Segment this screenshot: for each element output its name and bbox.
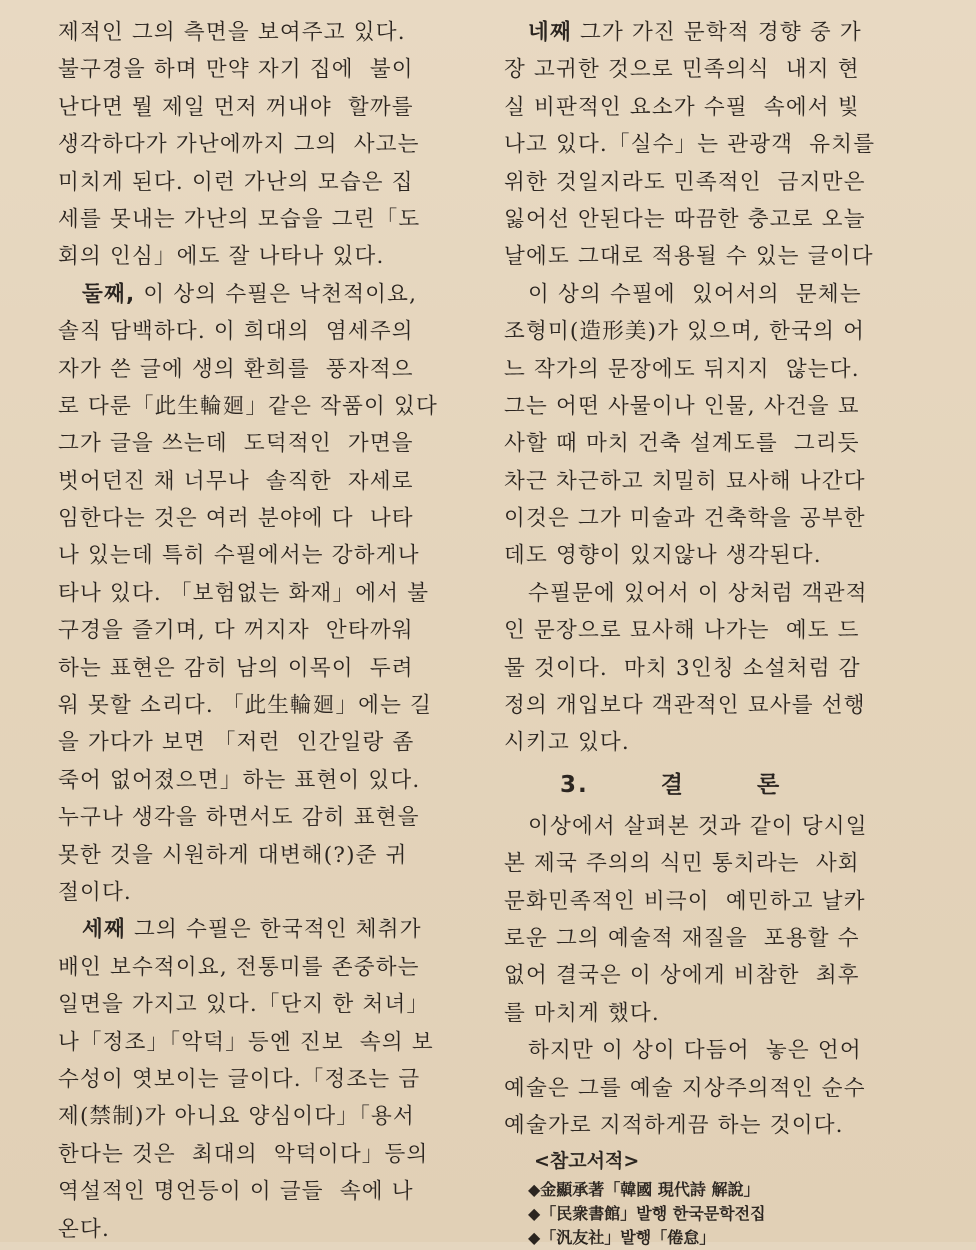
line-text: 사할 때 마치 건축 설계도를 그리듯 (504, 431, 860, 457)
line-text: 로 다룬「此生輪廻」같은 작품이 있다 (58, 393, 438, 419)
line-text: 일면을 가지고 있다.「단지 한 처녀」 (58, 992, 430, 1018)
text-line (504, 126, 912, 163)
text-line (58, 1098, 466, 1135)
text-line (58, 986, 466, 1023)
text-line (504, 463, 912, 500)
line-text: 그의 수필은 한국적인 체취가 (125, 917, 422, 943)
text-line (58, 351, 466, 388)
line-text: 날에도 그대로 적용될 수 있는 글이다 (504, 244, 874, 270)
line-text: 물 것이다. 마치 3인칭 소설처럼 감 (504, 655, 861, 681)
text-line (58, 1061, 466, 1098)
line-text: 하지만 이 상이 다듬어 놓은 언어 (528, 1038, 862, 1064)
line-text: 시키고 있다. (504, 730, 630, 756)
text-line (504, 351, 912, 388)
line-text: 그는 어떤 사물이나 인물, 사건을 묘 (504, 393, 860, 419)
paragraph-lead: 세째 (82, 917, 126, 943)
line-text: 그가 가진 문학적 경향 중 가 (571, 20, 862, 45)
line-text: 못한 것을 시원하게 대변해(?)준 귀 (58, 842, 408, 868)
text-line (504, 313, 912, 350)
conclusion-title-b: 론 (757, 771, 782, 798)
text-line (58, 463, 466, 500)
line-text: 조형미(造形美)가 있으며, 한국의 어 (504, 319, 866, 345)
line-text: 차근 차근하고 치밀히 묘사해 나간다 (504, 468, 866, 494)
line-text: 솔직 담백하다. 이 희대의 염세주의 (58, 319, 414, 345)
references (504, 1144, 912, 1250)
line-text: 제적인 그의 측면을 보여주고 있다. (58, 20, 406, 45)
text-line (504, 51, 912, 88)
conclusion-heading (504, 762, 912, 808)
line-text: 없어 결국은 이 상에게 비참한 최후 (504, 963, 860, 989)
text-line (58, 911, 466, 948)
text-line (504, 920, 912, 957)
text-line (58, 500, 466, 537)
line-text: 배인 보수적이요, 전통미를 존중하는 (58, 954, 420, 980)
text-line (58, 14, 466, 51)
text-line (58, 762, 466, 799)
text-line (504, 164, 912, 201)
line-text: 로운 그의 예술적 재질을 포용할 수 (504, 925, 860, 951)
left-column (58, 14, 466, 1248)
line-text: 미치게 된다. 이런 가난의 모습은 집 (58, 169, 414, 195)
line-text: 나고 있다.「실수」는 관광객 유치를 (504, 132, 876, 158)
line-text: 잃어선 안된다는 따끔한 충고로 오늘 (504, 206, 866, 232)
text-line (504, 537, 912, 574)
text-line (504, 388, 912, 425)
text-line (58, 650, 466, 687)
text-line (58, 126, 466, 163)
right-column (504, 14, 912, 1250)
text-line (58, 425, 466, 462)
text-line (504, 687, 912, 724)
line-text: 이 상의 수필은 낙천적이요, (135, 281, 418, 307)
text-line (504, 724, 912, 761)
line-text: 이상에서 살펴본 것과 같이 당시일 (528, 813, 868, 839)
text-line (504, 500, 912, 537)
text-line (58, 724, 466, 761)
text-line (58, 1024, 466, 1061)
line-text: 나「정조」「악덕」등엔 진보 속의 보 (58, 1029, 434, 1055)
line-text: 예술가로 지적하게끔 하는 것이다. (504, 1112, 844, 1138)
text-line (58, 1211, 466, 1248)
line-text: 자가 쓴 글에 생의 환희를 풍자적으 (58, 356, 414, 382)
text-line (504, 612, 912, 649)
text-line (504, 957, 912, 994)
text-line (504, 808, 912, 845)
text-line (504, 1032, 912, 1069)
line-text: 절이다. (58, 879, 132, 905)
text-line (504, 1070, 912, 1107)
text-line (58, 276, 466, 313)
references-title: <참고서적> (534, 1150, 640, 1173)
line-text: 벗어던진 채 너무나 솔직한 자세로 (58, 468, 414, 494)
line-text: 하는 표현은 감히 남의 이목이 두려 (58, 655, 414, 681)
text-line (58, 687, 466, 724)
text-line (504, 650, 912, 687)
text-line (58, 874, 466, 911)
line-text: 워 못할 소리다. 「此生輪廻」에는 길 (58, 693, 433, 719)
reference-item: ◆金顯承著「韓國 現代詩 解說」 (528, 1180, 760, 1200)
line-text: 제(禁制)가 아니요 양심이다」「용서 (58, 1104, 415, 1130)
line-text: 문화민족적인 비극이 예민하고 날카 (504, 888, 866, 914)
line-text: 온다. (58, 1216, 110, 1242)
line-text: 이것은 그가 미술과 건축학을 공부한 (504, 506, 866, 532)
text-line (58, 575, 466, 612)
line-text: 예술은 그를 예술 지상주의적인 순수 (504, 1075, 866, 1101)
text-line (504, 238, 912, 275)
line-text: 를 마치게 했다. (504, 1000, 660, 1026)
line-text: 역설적인 명언등이 이 글들 속에 나 (58, 1179, 414, 1205)
text-line (58, 201, 466, 238)
line-text: 난다면 뭘 제일 먼저 꺼내야 할까를 (58, 94, 414, 120)
line-text: 나 있는데 특히 수필에서는 강하게나 (58, 543, 420, 569)
line-text: 실 비판적인 요소가 수필 속에서 빛 (504, 94, 860, 120)
line-text: 인 문장으로 묘사해 나가는 예도 드 (504, 618, 860, 644)
reference-item: ◆「民衆書館」발행 한국문학전집 (528, 1204, 766, 1224)
text-line (58, 949, 466, 986)
conclusion-number: 3. (560, 771, 589, 798)
text-line (504, 14, 912, 51)
line-text: 임한다는 것은 여러 분야에 다 나타 (58, 506, 414, 532)
text-line (504, 201, 912, 238)
line-text: 느 작가의 문장에도 뒤지지 않는다. (504, 356, 860, 382)
line-text: 정의 개입보다 객관적인 묘사를 선행 (504, 693, 866, 719)
text-line (58, 537, 466, 574)
text-line (504, 1107, 912, 1144)
right-body-text (504, 14, 912, 762)
paragraph-lead: 둘째, (82, 281, 136, 307)
line-text: 수성이 엿보이는 글이다.「정조는 금 (58, 1066, 421, 1092)
text-line (504, 995, 912, 1032)
text-line (58, 238, 466, 275)
line-text: 타나 있다. 「보험없는 화재」에서 불 (58, 580, 430, 606)
text-line (58, 837, 466, 874)
text-line (504, 276, 912, 313)
line-text: 을 가다가 보면 「저런 인간일랑 좀 (58, 730, 415, 756)
line-text: 그가 글을 쓰는데 도덕적인 가면을 (58, 431, 414, 457)
text-line (504, 845, 912, 882)
conclusion-body-text (504, 808, 912, 1145)
line-text: 죽어 없어졌으면」하는 표현이 있다. (58, 767, 421, 793)
line-text: 장 고귀한 것으로 민족의식 내지 현 (504, 57, 860, 83)
text-line (58, 1173, 466, 1210)
conclusion-title-a: 결 (660, 771, 685, 798)
line-text: 세를 못내는 가난의 모습을 그린「도 (58, 206, 421, 232)
text-line (58, 612, 466, 649)
reference-item: ◆「汎友社」발행「倦怠」 (528, 1228, 716, 1248)
line-text: 본 제국 주의의 식민 통치라는 사회 (504, 851, 860, 877)
text-line (58, 51, 466, 88)
line-text: 위한 것일지라도 민족적인 금지만은 (504, 169, 866, 195)
line-text: 한다는 것은 최대의 악덕이다」등의 (58, 1141, 429, 1167)
text-line (58, 313, 466, 350)
text-line (504, 425, 912, 462)
text-line (58, 1136, 466, 1173)
line-text: 누구나 생각을 하면서도 감히 표현을 (58, 805, 420, 831)
line-text: 생각하다가 가난에까지 그의 사고는 (58, 132, 420, 158)
paragraph-lead: 네째 (528, 20, 572, 45)
text-line (58, 164, 466, 201)
text-line (504, 575, 912, 612)
line-text: 수필문에 있어서 이 상처럼 객관적 (528, 580, 868, 606)
text-line (58, 89, 466, 126)
text-line (58, 388, 466, 425)
text-line (58, 799, 466, 836)
line-text: 데도 영향이 있지않나 생각된다. (504, 543, 822, 569)
text-line (504, 883, 912, 920)
text-line (504, 89, 912, 126)
line-text: 불구경을 하며 만약 자기 집에 불이 (58, 57, 414, 83)
line-text: 이 상의 수필에 있어서의 문체는 (528, 281, 862, 307)
line-text: 회의 인심」에도 잘 나타나 있다. (58, 244, 385, 270)
line-text: 구경을 즐기며, 다 꺼지자 안타까워 (58, 618, 414, 644)
